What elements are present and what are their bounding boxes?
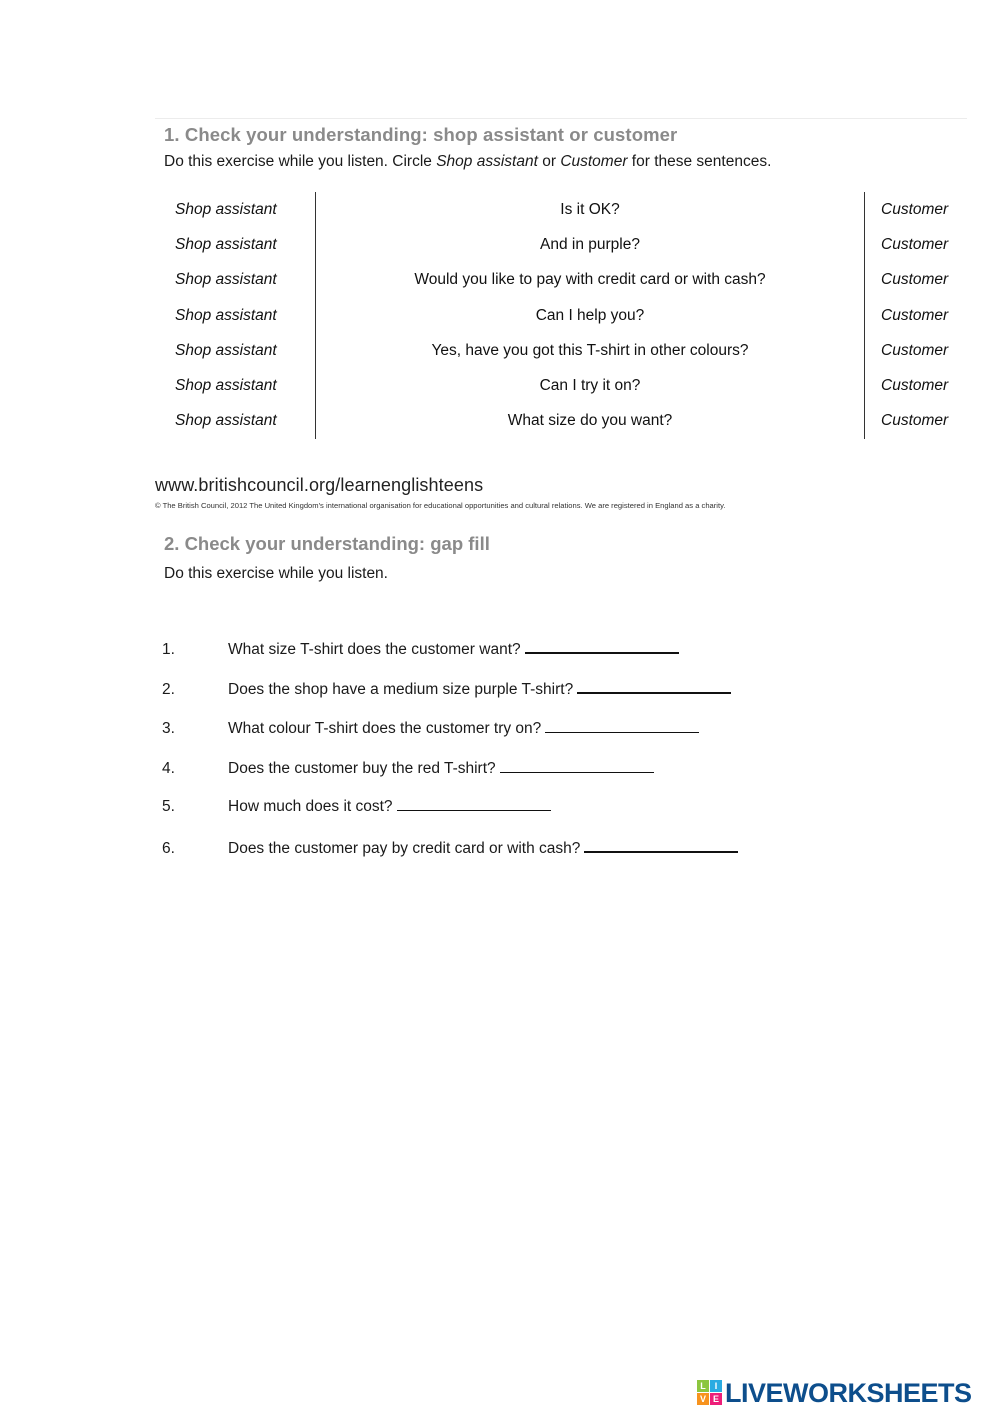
question-text: Does the shop have a medium size purple T-shirt? xyxy=(228,681,574,698)
top-divider xyxy=(155,118,967,119)
shop-assistant-option[interactable]: Shop assistant xyxy=(160,333,316,368)
answer-blank[interactable] xyxy=(577,678,731,694)
logo-letter-v: V xyxy=(697,1393,709,1405)
sentence: Can I try it on? xyxy=(316,368,865,403)
logo-letter-e: E xyxy=(710,1393,722,1405)
circle-exercise-table xyxy=(160,192,960,439)
section2-title: 2. Check your understanding: gap fill xyxy=(164,533,490,554)
customer-option[interactable]: Customer xyxy=(881,271,949,289)
question-number: 1. xyxy=(162,641,175,658)
customer-option[interactable]: Customer xyxy=(881,377,949,395)
answer-blank[interactable] xyxy=(525,638,679,654)
table-row xyxy=(160,404,960,439)
question-number: 5. xyxy=(162,798,175,815)
liveworksheets-mark-icon xyxy=(697,1380,723,1406)
table-row xyxy=(160,333,960,368)
shop-assistant-option[interactable]: Shop assistant xyxy=(160,298,316,333)
customer-option[interactable]: Customer xyxy=(881,341,949,359)
question-number: 2. xyxy=(162,681,175,698)
question-row xyxy=(162,758,654,778)
shop-assistant-option[interactable]: Shop assistant xyxy=(160,263,316,298)
question-number: 6. xyxy=(162,840,175,857)
section2-instruction: Do this exercise while you listen. xyxy=(164,565,388,582)
liveworksheets-logo xyxy=(697,1378,972,1408)
sentence: And in purple? xyxy=(316,227,865,262)
answer-blank[interactable] xyxy=(397,796,551,811)
customer-option[interactable]: Customer xyxy=(881,200,949,218)
sentence: Can I help you? xyxy=(316,298,865,333)
section1-title: 1. Check your understanding: shop assistant or customer xyxy=(164,124,678,145)
shop-assistant-option[interactable]: Shop assistant xyxy=(160,368,316,403)
copyright-notice: © The British Council, 2012 The United Kingdom's international organisation for educational opportunities and cultural relations. We are registered in England as a charity. xyxy=(155,501,726,510)
question-number: 4. xyxy=(162,760,175,777)
question-text: What colour T-shirt does the customer try on? xyxy=(228,720,542,737)
logo-letter-l: L xyxy=(697,1380,709,1392)
question-row xyxy=(162,678,731,699)
sentence: Is it OK? xyxy=(316,192,865,227)
table-row xyxy=(160,192,960,227)
answer-blank[interactable] xyxy=(500,758,654,773)
sentence: Yes, have you got this T-shirt in other colours? xyxy=(316,333,865,368)
table-row xyxy=(160,227,960,262)
section1-instruction: Do this exercise while you listen. Circle Shop assistant or Customer for these sentences. xyxy=(164,153,772,170)
question-row xyxy=(162,638,679,659)
table-row xyxy=(160,368,960,403)
question-text: Does the customer buy the red T-shirt? xyxy=(228,760,496,777)
sentence: Would you like to pay with credit card or with cash? xyxy=(316,263,865,298)
table-row xyxy=(160,263,960,298)
question-row xyxy=(162,796,551,816)
answer-blank[interactable] xyxy=(545,718,699,733)
question-row xyxy=(162,837,738,858)
table-row xyxy=(160,298,960,333)
shop-assistant-option[interactable]: Shop assistant xyxy=(160,404,316,439)
customer-option[interactable]: Customer xyxy=(881,412,949,430)
question-text: How much does it cost? xyxy=(228,798,393,815)
question-row xyxy=(162,718,699,738)
shop-assistant-option[interactable]: Shop assistant xyxy=(160,192,316,227)
logo-letter-i: I xyxy=(710,1380,722,1392)
answer-blank[interactable] xyxy=(584,837,738,853)
shop-assistant-option[interactable]: Shop assistant xyxy=(160,227,316,262)
logo-text: LIVEWORKSHEETS xyxy=(725,1377,972,1408)
question-text: What size T-shirt does the customer want? xyxy=(228,641,521,658)
question-text: Does the customer pay by credit card or with cash? xyxy=(228,840,581,857)
sentence: What size do you want? xyxy=(316,404,865,439)
customer-option[interactable]: Customer xyxy=(881,235,949,253)
customer-option[interactable]: Customer xyxy=(881,306,949,324)
question-number: 3. xyxy=(162,720,175,737)
source-url: www.britishcouncil.org/learnenglishteens xyxy=(155,475,484,495)
